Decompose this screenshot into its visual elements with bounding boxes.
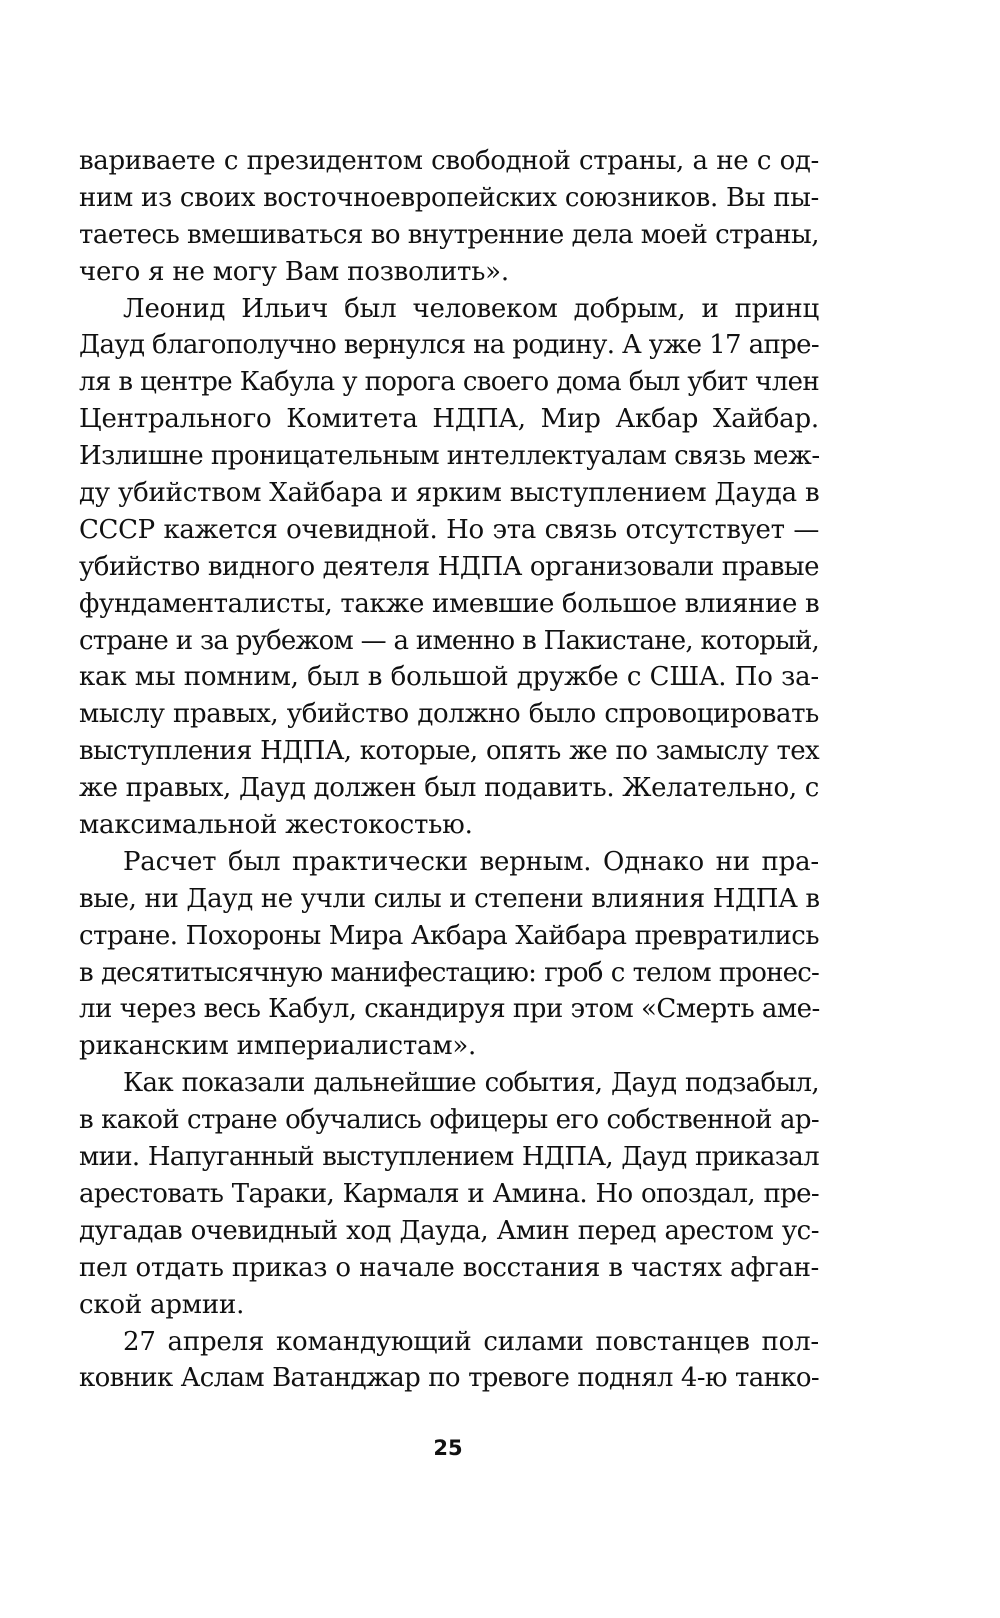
text-line: ли через весь Кабул, скандируя при этом «Смерть аме- [79,994,820,1025]
text-line: риканским империалистам». [79,1031,477,1062]
text-line: Расчет был практически верным. Однако ни пра- [123,846,819,877]
text-line: вариваете с президентом свободной страны, а не с од- [79,146,819,176]
text-line: ля в центре Кабула у порога своего дома был убит член [79,367,819,398]
text-line: Дауд благополучно вернулся на родину. А уже 17 апре- [79,330,819,361]
text-line: Центрального Комитета НДПА, Мир Акбар Хайбар. [79,404,819,435]
text-line: Как показали дальнейшие события, Дауд подзабыл, [123,1068,819,1099]
text-line: арестовать Тараки, Кармаля и Амина. Но опоздал, пре- [79,1178,819,1209]
text-line: таетесь вмешиваться во внутренние дела моей страны, [79,219,819,250]
text-line: ковник Аслам Ватанджар по тревоге поднял 4-ю танко- [79,1363,819,1394]
text-line: же правых, Дауд должен был подавить. Желательно, с [79,773,819,804]
page-body [79,143,819,1397]
text-line: стране. Похороны Мира Акбара Хайбара превратились [79,920,819,951]
text-line: убийство видного деятеля НДПА организовали правые [79,551,819,582]
text-line: мыслу правых, убийство должно было спровоцировать [79,699,819,730]
text-line: пел отдать приказ о начале восстания в частях афган- [79,1252,819,1283]
text-line: стране и за рубежом — а именно в Пакистане, который, [79,625,819,656]
text-line: ним из своих восточноевропейских союзников. Вы пы- [79,182,819,213]
text-line: выступления НДПА, которые, опять же по замыслу тех [79,736,819,767]
text-line: фундаменталисты, также имевшие большое влияние в [79,588,820,619]
text-line: чего я не могу Вам позволить». [79,256,509,287]
text-line: мии. Напуганный выступлением НДПА, Дауд приказал [79,1142,819,1173]
text-line: в какой стране обучались офицеры его собственной ар- [79,1105,819,1136]
text-line: 27 апреля командующий силами повстанцев пол- [123,1326,819,1357]
paragraph-4 [79,1065,819,1323]
text-line: в десятитысячную манифестацию: гроб с телом пронес- [79,957,819,988]
paragraph-5 [79,1324,819,1398]
paragraph-1 [79,143,819,291]
page-number: 25 [433,1436,463,1460]
text-line: дугадав очевидный ход Дауда, Амин перед арестом ус- [79,1215,819,1246]
text-line: как мы помним, был в большой дружбе с США. По за- [79,662,819,693]
text-line: ду убийством Хайбара и ярким выступлением Дауда в [79,478,820,509]
text-line: Излишне проницательным интеллектуалам связь меж- [79,441,820,472]
paragraph-2 [79,291,819,844]
text-line: вые, ни Дауд не учли силы и степени влияния НДПА в [79,883,820,914]
text-line: максимальной жестокостью. [79,810,473,841]
text-line: Леонид Ильич был человеком добрым, и принц [123,293,819,324]
paragraph-3 [79,844,819,1065]
text-line: ской армии. [79,1289,245,1320]
text-line: СССР кажется очевидной. Но эта связь отсутствует — [79,514,819,545]
